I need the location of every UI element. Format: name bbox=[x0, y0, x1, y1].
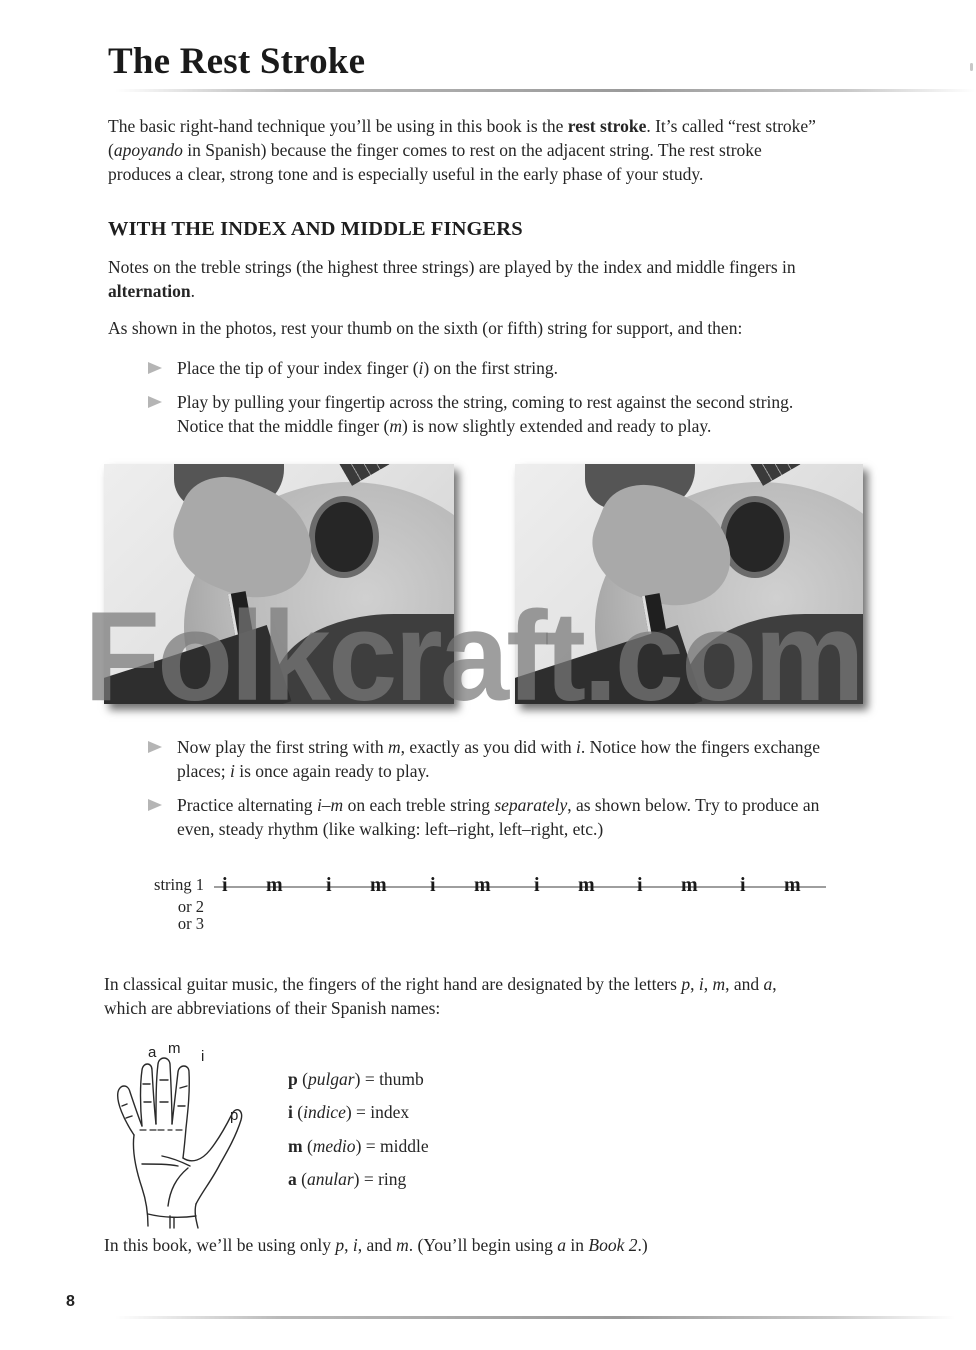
hand-label-m: m bbox=[168, 1040, 181, 1057]
fingering-exercise bbox=[146, 873, 836, 943]
string-label-1: string 1 bbox=[154, 875, 204, 894]
fingering-note: m bbox=[266, 874, 283, 896]
alternation-paragraph: Notes on the treble strings (the highest three strings) are played by the index and middle fingers in alternation. bbox=[108, 257, 796, 301]
fingering-note: m bbox=[681, 874, 698, 896]
hand-outline-icon bbox=[112, 1040, 252, 1230]
fingering-note: i bbox=[326, 874, 332, 896]
term-rest-stroke: rest stroke bbox=[567, 116, 647, 136]
term-alternation: alternation bbox=[108, 281, 191, 301]
support-paragraph: As shown in the photos, rest your thumb on the sixth (or fifth) string for support, and then: bbox=[108, 318, 743, 338]
legend-item-i: i (indice) = index bbox=[288, 1102, 410, 1122]
fingering-note: m bbox=[784, 874, 801, 896]
watermark-text: Folkcraft.com bbox=[84, 585, 862, 727]
footer-divider bbox=[115, 1316, 955, 1319]
fingering-note: i bbox=[534, 874, 540, 896]
title-divider bbox=[115, 89, 975, 92]
term-apoyando: apoyando bbox=[113, 140, 183, 160]
hand-label-i: i bbox=[201, 1048, 205, 1065]
fingering-note: i bbox=[740, 874, 746, 896]
bullet-arrow-icon bbox=[148, 741, 162, 753]
bullet-arrow-icon bbox=[148, 396, 162, 408]
hand-label-a: a bbox=[148, 1044, 157, 1061]
book-title: Book 2 bbox=[588, 1235, 638, 1255]
intro-paragraph: The basic right-hand technique you’ll be using in this book is the rest stroke. It’s called “rest stroke” (apoyando in Spanish) because the finger comes to rest on the adjacent string. The rest stroke produces a clear, strong tone and is especially useful in the early phase of your study. bbox=[108, 116, 816, 184]
legend-item-a: a (anular) = ring bbox=[288, 1169, 407, 1189]
fingering-note: i bbox=[222, 874, 228, 896]
string-label-3: or 3 bbox=[177, 914, 204, 933]
legend-item-m: m (medio) = middle bbox=[288, 1136, 429, 1156]
fingering-note: i bbox=[637, 874, 643, 896]
legend-item-p: p (pulgar) = thumb bbox=[288, 1069, 424, 1089]
bullet-arrow-icon bbox=[148, 362, 162, 374]
page-number: 8 bbox=[66, 1293, 75, 1310]
fingering-note: m bbox=[474, 874, 491, 896]
page-title: The Rest Stroke bbox=[108, 41, 366, 82]
designation-paragraph: In classical guitar music, the fingers of the right hand are designated by the letters p, i, m, and a, which are abbreviations of their Spanish names: bbox=[104, 974, 777, 1018]
hand-label-p: p bbox=[230, 1107, 239, 1124]
string-label-2: or 2 bbox=[177, 897, 204, 916]
hand-diagram bbox=[112, 1040, 252, 1230]
fingering-note: m bbox=[370, 874, 387, 896]
edge-mark bbox=[970, 63, 973, 71]
fingering-note: i bbox=[430, 874, 436, 896]
bullet-arrow-icon bbox=[148, 799, 162, 811]
section-heading: WITH THE INDEX AND MIDDLE FINGERS bbox=[108, 218, 523, 240]
fingering-note: m bbox=[578, 874, 595, 896]
closing-paragraph: In this book, we’ll be using only p, i, and m. (You’ll begin using a in Book 2.) bbox=[104, 1235, 648, 1255]
string-line bbox=[214, 886, 826, 888]
